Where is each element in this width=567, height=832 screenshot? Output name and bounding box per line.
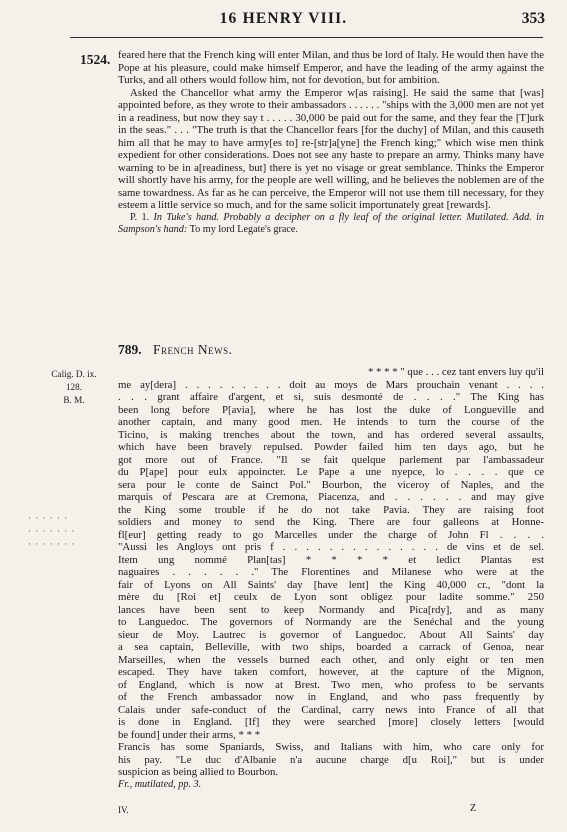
text-line: his pay. "Le duc d'Albanie n'a aucune charge d[u Roi]," but is under — [118, 753, 544, 766]
text-line: is done in England. [If] they were searched [more] closely letters [would — [118, 716, 544, 728]
margin-year: 1524. — [80, 52, 111, 67]
paragraph: Asked the Chancellor what army the Emperor w[as raising]. He said the same that [was] appointed before, as they wrote to their ambassadors . . . . . . "ships with the 3,000 men are not yet in a readiness, but now they say t . . . . . 30,000 be paid out for the same, and they fear the [T]urk in the seas." . . . "The truth is that the Chancellor fears [for the duchy] of Milan, and this causeth him all that he may to have army[es to] re-[str]a[yne] the French king;" which wise men think expedient for other considerations. Does not see any haste to prepare an army. Thinks many have warning to be in a[readiness, but] there is yet no visage or great semblance. Thinks the Emperor will shortly have his army, for the people are well willing, and he believes the noblemen are of the same towardness. As far as he can perceive, the Emperor will not use them till necessary, for they esteem a little service so much, and for the same solicit importunately great [rewards]. — [118, 86, 544, 211]
editorial-note — [118, 212, 544, 237]
text-line: . . . grant affaire d'argent, et si, suis desmonté de . . . ." The King has — [118, 391, 544, 403]
source-note — [118, 779, 544, 792]
text-line: marquis of Pescara are at Cremona, Piacenza, and . . . . . . and may give — [118, 491, 544, 503]
note-italic: In Tuke's hand. Probably a decipher on a fly leaf of the original letter. Mutilated. Add. in Sampson's hand: — [118, 211, 545, 235]
french-news-body — [118, 366, 544, 791]
text-line: sera pour le conte de Sainct Pol." Bourbon, the viceroy of Naples, and the — [118, 478, 544, 491]
text-line: be found] under their arms, * * * — [118, 728, 261, 741]
margin-ref-line: 128. — [65, 382, 83, 392]
section-heading — [118, 342, 233, 358]
text-line: naguaires . . . . . ." The Florentines and Milanese who were at the — [118, 566, 544, 578]
text-line: fair of Lyons on All Saints' day [have lent] the King 40,000 cr., "dont la — [118, 578, 544, 591]
signature-mark: IV. — [118, 805, 129, 815]
page-number: 353 — [521, 10, 545, 27]
text-line: Francis has some Spaniards, Swiss, and Italians with him, who care only for — [118, 741, 544, 753]
header-rule — [70, 37, 543, 38]
body-lines — [118, 366, 544, 779]
text-line: Calais under safe-conduct of the Cardinal, carry news into France of all that — [118, 703, 544, 716]
text-line: Item ung nommé Plan[tas] * * * * et ledict Plantas est — [118, 553, 544, 566]
text-line: * * * * " que . . . cez tant envers luy qu'il — [367, 366, 544, 378]
text-line: me ay[dera] . . . . . . . . . doit au moys de Mars prouchain venant . . . . — [118, 378, 544, 391]
text-line: the King some trouble if he do not take Pavia. They are raising foot — [118, 503, 544, 516]
section-number: 789. — [118, 342, 142, 357]
text-line: soldiers and money to send the King. There are four galleons at Honne- — [118, 516, 544, 528]
margin-dots: · · · · · · · — [28, 539, 76, 549]
running-title: 16 HENRY VIII. — [219, 10, 348, 27]
text-line: Marseilles, when the vessels burned each other, and only eight or ten men — [118, 653, 544, 666]
text-line: a sea captain, Belleville, with two ships, boarded a carrack of Genoa, near — [118, 641, 544, 653]
margin-dots: · · · · · · — [28, 513, 69, 523]
text-line: another captain, and many good men. He intends to turn the course of the — [118, 416, 544, 428]
text-line: of the French ambassador now in England, and who pass frequently by — [118, 691, 544, 703]
section-title: French News. — [153, 342, 233, 357]
margin-dots: · · · · · · · — [28, 526, 76, 536]
text-line: sieur de Moy. Lautrec is governor of Languedoc. About All Saints' day — [118, 628, 544, 641]
margin-ref-line: Calig. D. ix. — [51, 369, 97, 379]
margin-reference — [44, 368, 104, 407]
text-line: got more out of France. "Il se fait quelque parlement par l'ambassadeur — [118, 453, 544, 466]
text-line: lances have been sent to keep Normandy and Pica[rdy], and as many — [118, 603, 544, 616]
text-line: du P[ape] pour eulx appoincter. Le Pape a une nyepce, lo . . . . que ce — [118, 466, 544, 478]
note-plain: To my lord Legate's grace. — [189, 224, 298, 235]
text-line: "Aussi les Angloys ont pris f . . . . . . . . . . . . . . de vins et de sel. — [118, 541, 544, 553]
signature-letter: Z — [470, 803, 477, 814]
text-line: fl[eur] getting ready to go Marcelles under the charge of John Fl . . . . — [118, 528, 544, 541]
text-line: been long before P[avia], where he has lost the duke of Longueville and — [118, 403, 544, 416]
margin-ref-line: B. M. — [63, 395, 85, 405]
text-line: of England, which is now at Brest. Two men, who profess to be servants — [118, 678, 544, 691]
letter-continuation — [118, 49, 544, 237]
text-line: escaped. They have taken comfort, however, at the capture of the Mignon, — [118, 666, 544, 678]
text-line: Ticino, is making trenches about the town, and has ordered several assaults, — [118, 428, 544, 441]
text-line: which have been bravely repulsed. Powder failed him ten days ago, but he — [118, 441, 544, 453]
text-line: mère du [Roi et] ceulx de Lyon sont obligez pour ladite somme." 250 — [118, 591, 544, 603]
text-line: to Languedoc. The governors of Normandy are the Senéchal and the young — [118, 616, 544, 628]
text-line: suspicion as being allied to Bourbon. — [118, 766, 279, 778]
paragraph: feared here that the French king will enter Milan, and thus be lord of Italy. He would then have the Pope at his pleasure, could make himself Emperor, and have the leading of the army against the Turks, and all others would follow him, not for devotion, but for ambition. — [118, 49, 544, 86]
source-note-text: Fr., mutilated, pp. 3. — [118, 778, 202, 790]
page-header — [0, 8, 567, 32]
note-label: P. 1. — [130, 211, 150, 223]
